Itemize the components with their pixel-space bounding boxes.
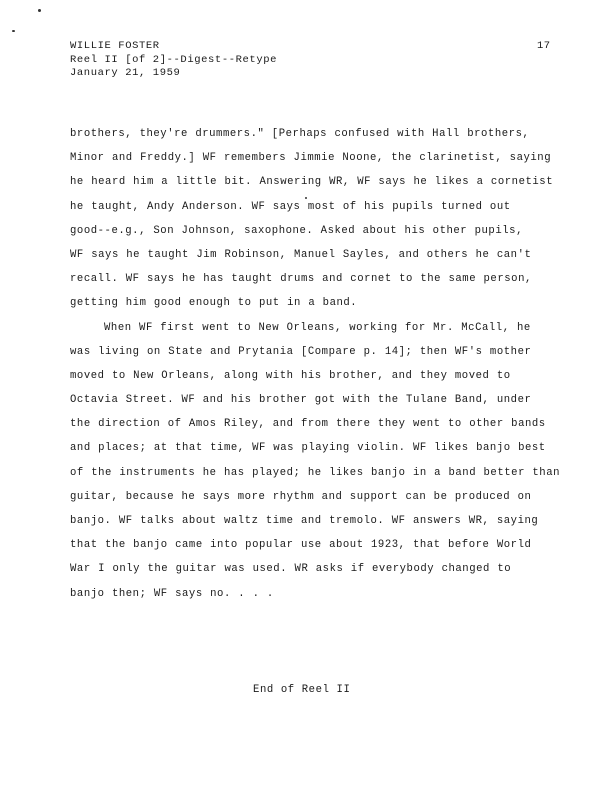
text-line: he taught, Andy Anderson. WF says most of his pupils turned out [70, 200, 511, 213]
document-header [70, 40, 277, 81]
text-line: brothers, they're drummers." [Perhaps confused with Hall brothers, [70, 128, 530, 140]
text-line: Minor and Freddy.] WF remembers Jimmie Noone, the clarinetist, saying [70, 152, 552, 165]
text-line: was living on State and Prytania [Compare p. 14]; then WF's mother [70, 345, 532, 358]
text-line: the direction of Amos Riley, and from there they went to other bands [70, 418, 546, 431]
text-line: guitar, because he says more rhythm and support can be produced on [70, 490, 532, 503]
interview-date: January 21, 1959 [70, 67, 181, 79]
text-line: he heard him a little bit. Answering WR, WF says he likes a cornetist [70, 176, 554, 189]
text-line: moved to New Orleans, along with his brother, and they moved to [70, 369, 511, 382]
paragraph-start-line: When WF first went to New Orleans, working for Mr. McCall, he [104, 321, 531, 334]
reel-info: Reel II [of 2]--Digest--Retype [70, 53, 278, 66]
text-line: getting him good enough to put in a band. [70, 297, 358, 310]
text-line: WF says he taught Jim Robinson, Manuel Sayles, and others he can't [70, 248, 532, 261]
scan-speck [38, 9, 41, 12]
end-of-reel-note: End of Reel II [253, 684, 351, 696]
text-line: recall. WF says he has taught drums and cornet to the same person, [70, 273, 532, 286]
text-line: War I only the guitar was used. WR asks if everybody changed to [70, 563, 512, 576]
page-number: 17 [537, 40, 551, 52]
text-line: good--e.g., Son Johnson, saxophone. Asked about his other pupils, [70, 224, 523, 237]
text-line: and places; at that time, WF was playing violin. WF likes banjo best [70, 442, 546, 455]
text-line: that the banjo came into popular use about 1923, that before World [70, 539, 532, 552]
scan-speck [12, 30, 15, 32]
text-line: banjo. WF talks about waltz time and tremolo. WF answers WR, saying [70, 515, 539, 527]
transcript-body [70, 122, 560, 606]
text-line: Octavia Street. WF and his brother got with the Tulane Band, under [70, 394, 532, 407]
interviewee-name: WILLIE FOSTER [70, 40, 160, 52]
text-line: of the instruments he has played; he likes banjo in a band better than [70, 466, 561, 479]
text-line: banjo then; WF says no. . . . [70, 587, 274, 600]
